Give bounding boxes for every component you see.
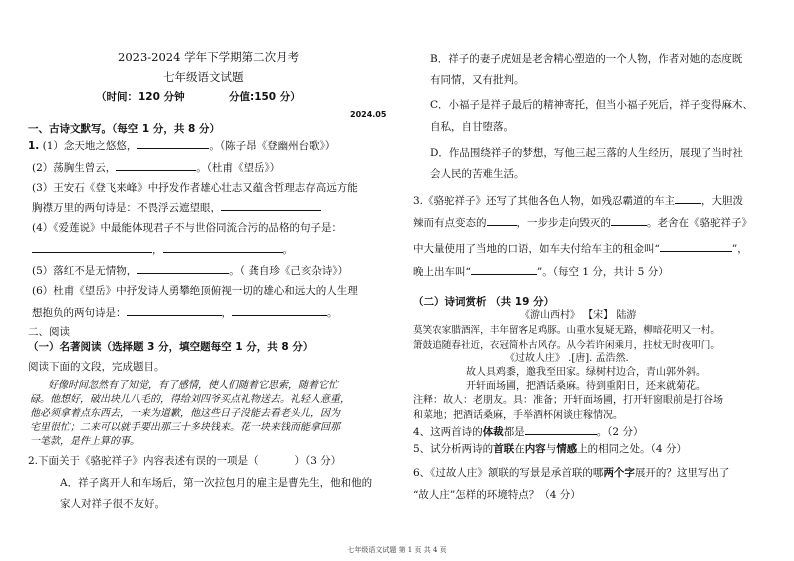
q6-keyword: 两个字: [603, 467, 635, 479]
q3-text: ”，: [731, 243, 748, 255]
answer-blank[interactable]: [221, 200, 321, 211]
answer-blank[interactable]: [116, 160, 196, 171]
q3-text: 3.《骆驼祥子》还写了其他各色人物，如残忍霸道的车主: [413, 195, 676, 207]
q1-5-text-b: 。（ 龚自珍《己亥杂诗》）: [229, 265, 349, 277]
answer-blank[interactable]: [471, 264, 537, 275]
answer-blank[interactable]: [232, 305, 327, 316]
question-1-1: [28, 138, 335, 153]
section2-subtitle: （一）名著阅读（选择题 3 分，填空题每空 1 分，共 8 分）: [28, 341, 314, 353]
question-1-4-line2: [32, 242, 293, 257]
q6-text: 展开的？这里写出了: [634, 467, 730, 479]
answer-blank[interactable]: [127, 305, 222, 316]
q3-text: ”。（每空 1 分，共计 5 分）: [536, 266, 669, 278]
exam-date: 2024.05: [350, 110, 387, 119]
passage-line: 他必须拿着点东西去，一来为道歉，他这些日子没能去看老头儿，因为: [30, 408, 340, 419]
question-5: [413, 442, 687, 456]
q3-text: ，大胆泼: [701, 195, 744, 207]
question-1-3-line1: (3）王安石《登飞来峰》中抒发作者雄心壮志又蕴含哲理志存高远方能: [32, 182, 358, 194]
answer-blank[interactable]: [660, 241, 732, 252]
q1-3-text-a: 胸襟万里的两句诗是：: [32, 202, 137, 214]
passage-line: 好像时间忽然有了知觉，有了感情，使人们随着它思索，随着它忙: [48, 380, 338, 391]
q5-keyword: 内容: [524, 443, 546, 455]
answer-blank[interactable]: [137, 138, 209, 149]
question-1-5: [32, 263, 348, 278]
option-b-line1: B．祥子的妻子虎妞是老舍精心塑造的一个人物，作者对她的态度既: [430, 53, 743, 65]
q5-text: 在: [514, 443, 525, 455]
answer-blank[interactable]: [525, 424, 597, 435]
q5-keyword: 情感: [556, 443, 578, 455]
q1-2-text-a: (2）荡胸生曾云，: [32, 162, 117, 174]
q4-text: 。（2 分）: [596, 426, 644, 438]
q3-text: 晚上出车叫“: [413, 266, 471, 278]
q1-6-mid: ，: [221, 307, 232, 319]
question-3-line3: [413, 241, 748, 256]
q2-title-end: ）（3 分）: [294, 455, 342, 467]
question-6-line2: “故人庄”怎样的环境特点？（4 分）: [413, 489, 581, 501]
exam-score: 分值:150 分）: [229, 91, 301, 103]
question-3-line2: [413, 215, 752, 230]
question-1-6-line2: [32, 305, 338, 320]
q5-text: 与: [545, 443, 557, 455]
q3-text: 中大量使用了当地的口语，如车夫付给车主的租金叫“: [413, 243, 660, 255]
passage-line: 碌。他想好，破出块儿八毛的，得给刘四爷买点礼物送去。礼轻人意重，: [30, 394, 350, 405]
option-b-line2: 有同情，又有批判。: [430, 74, 525, 86]
section2-title: 二、阅读: [28, 326, 70, 338]
poem2-line: 开轩面场圃，把酒话桑麻。待到重阳日，还来就菊花。: [466, 381, 706, 392]
exam-time: （时间：120 分钟: [96, 91, 185, 103]
q3-text: 。老舍在《骆驼祥子》: [647, 217, 752, 229]
q1-5-text-a: (5）落红不是无情物，: [32, 265, 138, 277]
question-1-4-line1: (4）《爱莲说》中最能体现君子不与世俗同流合污的品格的句子是：: [32, 222, 343, 234]
q4-text: 都是: [503, 426, 525, 438]
answer-blank[interactable]: [163, 242, 283, 253]
q4-text: 4、这两首诗的: [413, 426, 483, 438]
section-poem-title: （二）诗词赏析 （共 19 分）: [413, 296, 555, 308]
q1-4-mid: ，: [152, 244, 163, 256]
q2-title: 2.下面关于《骆驼祥子》内容表述有误的一项是（: [28, 455, 259, 467]
q5-keyword: 首联: [493, 443, 515, 455]
option-c-line2: 自私，自甘堕落。: [430, 121, 514, 133]
page-footer: 七年级语文试题 第 1 页 共 4 页: [347, 546, 447, 554]
question-1-3-line2: [32, 200, 321, 215]
question-2: [28, 454, 341, 468]
q4-keyword: 体裁: [482, 426, 504, 438]
passage-line: 一笔款，是件上算的事。: [30, 436, 140, 447]
q1-1-text-a: (1）念天地之悠悠，: [42, 140, 138, 152]
q1-6-text-a: 想抱负的两句诗是：: [32, 307, 127, 319]
question-3-line1: [413, 193, 743, 208]
q3-text: 辣而有点变态的: [413, 217, 487, 229]
reading-intro: 阅读下面的文段，完成题目。: [28, 361, 165, 373]
question-1-2: [32, 160, 280, 175]
option-a-line1: A．祥子离开人和车场后，第一次拉包月的雇主是曹先生，他和他的: [60, 477, 373, 489]
question-3-line4: [413, 264, 669, 279]
q1-1-text-b: 。（陈子昂《登幽州台歌》）: [209, 140, 336, 152]
question-1-6-line1: (6）杜甫《望岳》中抒发诗人勇攀绝顶俯视一切的雄心和远大的人生理: [32, 285, 358, 297]
option-d-line2: 会人民的苦难生活。: [430, 168, 525, 180]
passage-line: 宅里很忙；二来可以就手要出那三十多块钱来。花一块来钱而能拿回那: [30, 422, 340, 433]
poem1-title: 《游山西村》 【宋】 陆游: [520, 310, 637, 321]
q5-text: 5、试分析两诗的: [413, 443, 494, 455]
poem-note-line2: 和菜地；把酒话桑麻，手举酒杯闲谈庄稼情况。: [413, 410, 623, 421]
answer-blank[interactable]: [137, 263, 229, 274]
poem2-title: 《过故人庄》 .[唐]. 孟浩然.: [505, 353, 629, 364]
poem-note-line1: 注释：故人：老朋友。具：准备；开轩面场圃，打开轩窗眼前是打谷场: [413, 395, 723, 406]
question-4: [413, 424, 643, 439]
q1-6-end: 。: [327, 307, 338, 319]
section1-title: 一、古诗文默写。（每空 1 分，共 8 分）: [28, 123, 220, 135]
poem2-line: 故人具鸡黍，邀我至田家。绿树村边合，青山郭外斜。: [466, 367, 706, 378]
answer-blank[interactable]: [611, 215, 647, 226]
answer-blank[interactable]: [487, 215, 517, 226]
q6-text: 6、《过故人庄》颔联的写景是承首联的哪: [413, 467, 604, 479]
q1-number: 1.: [28, 140, 40, 152]
option-a-line2: 家人对祥子很不友好。: [60, 498, 165, 510]
question-6-line1: [413, 466, 729, 480]
answer-blank[interactable]: [32, 242, 152, 253]
q5-text: 上的相同之处。（4 分）: [577, 443, 687, 455]
q1-2-text-b: 。（杜甫《望岳》）: [196, 162, 281, 174]
q3-text: ，一步步走向毁灭的: [516, 217, 611, 229]
q1-4-end: 。: [282, 244, 293, 256]
option-d-line1: D．作品围绕祥子的梦想，写他三起三落的人生经历，展现了当时社: [430, 147, 743, 159]
answer-blank[interactable]: [675, 193, 701, 204]
option-c-line1: C．小福子是祥子最后的精神寄托，但当小福子死后，祥子变得麻木、: [430, 99, 754, 111]
exam-title: 2023-2024 学年下学期第二次月考: [118, 50, 300, 64]
exam-subtitle: 七年级语文试题: [163, 70, 244, 84]
q1-3-given: 不畏浮云遮望眼，: [137, 202, 221, 214]
poem1-line: 箫鼓追随春社近，衣冠简朴古风存。从今若许闲乘月，拄杖无时夜叩门。: [413, 340, 720, 351]
poem1-line: 莫笑农家腊酒浑，丰年留客足鸡豚。山重水复疑无路，柳暗花明又一村。: [413, 325, 720, 336]
